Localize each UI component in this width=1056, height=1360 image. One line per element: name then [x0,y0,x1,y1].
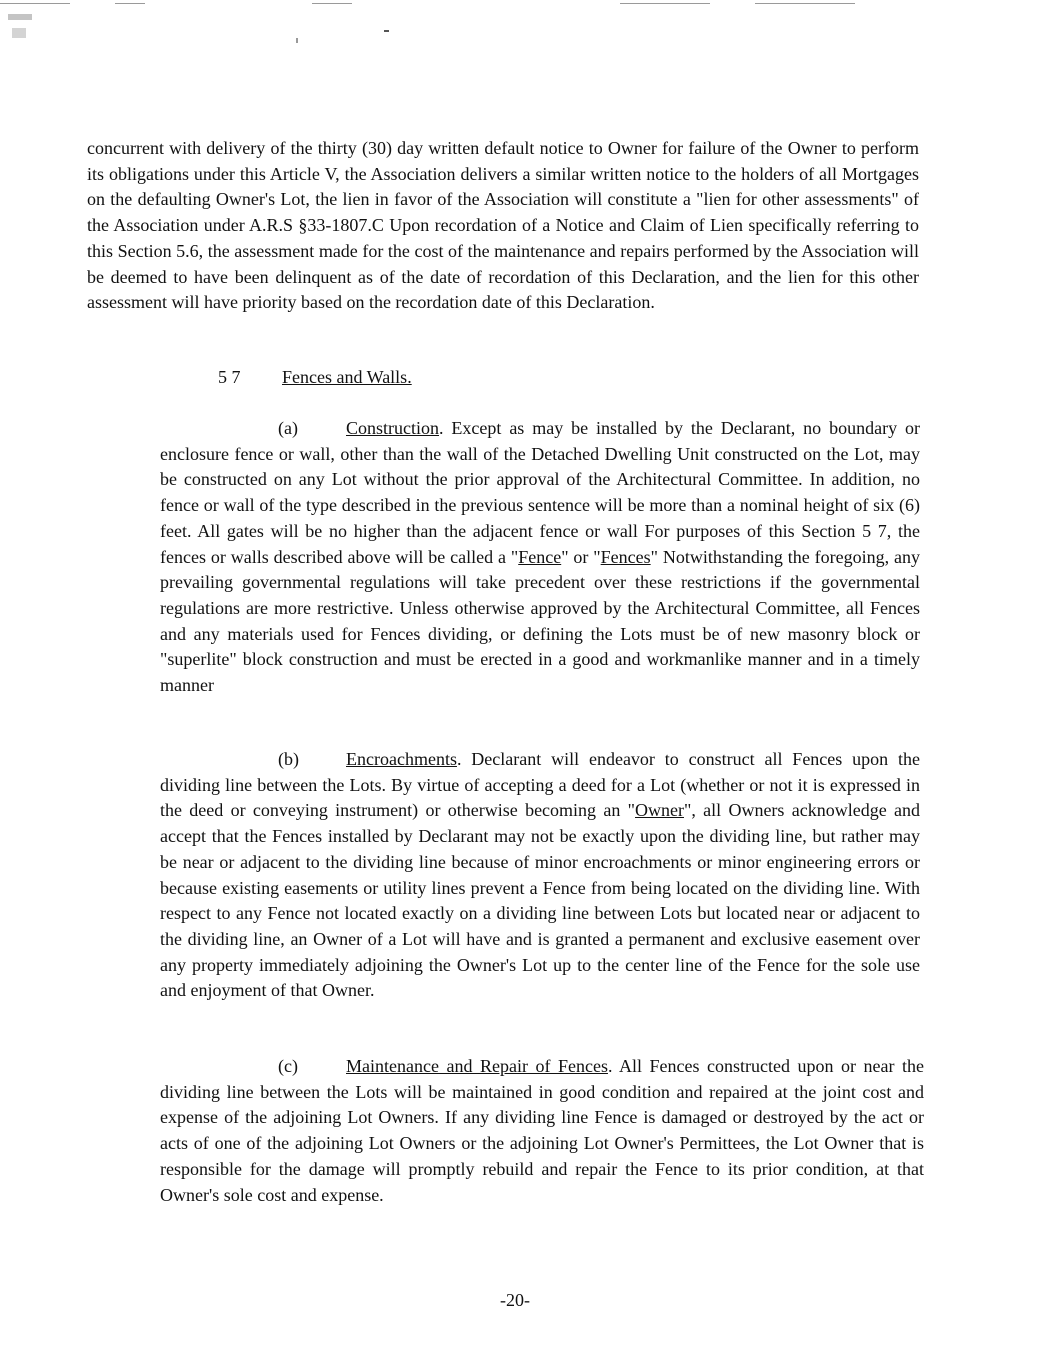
page-number: -20- [500,1290,530,1310]
scan-artifact-line [620,3,710,4]
subsection-b-paragraph [160,747,920,1004]
subsection-a-paragraph [160,416,920,699]
subsection-c-heading: Maintenance and Repair of Fences [346,1056,608,1076]
scan-artifact-speck [296,38,298,43]
subsection-b-text-part-2: ", all Owners acknowledge and accept that the Fences installed by Declarant may not be exactly upon the dividing line, but rather may be near or adjacent to the dividing line because of minor encroachments or minor engineering errors or because existing easements or utility lines prevent a Fence from being located on the dividing line. With respect to any Fence not located exactly on a dividing line between Lots but located near or adjacent to the dividing line, an Owner of a Lot will have and is granted a permanent and exclusive easement over any property immediately adjoining the Owner's Lot up to the center line of the Fence for the sole use and enjoyment of that Owner. [160,800,920,1001]
subsection-b-text-part-1: . Declarant will endeavor to construct all Fences upon the dividing line between the Lots. By virtue of accepting a deed for a Lot (whether or not it is expressed in the deed or conveying instrument) or otherwise becoming an " [160,749,920,821]
subsection-b-heading: Encroachments [346,749,457,769]
section-5-7-heading [218,364,412,390]
section-5-6-continuation-paragraph: concurrent with delivery of the thirty (30) day written default notice to Owner for failure of the Owner to perform its obligations under this Article V, the Association delivers a similar written notice to the holders of all Mortgages on the defaulting Owner's Lot, the lien in favor of the Association will constitute a "lien for other assessments" of the Association under A.R.S §33-1807.C Upon recordation of a Notice and Claim of Lien specifically referring to this Section 5.6, the assessment made for the cost of the maintenance and repairs performed by the Association will be deemed to have been delinquent as of the date of recordation of this Declaration, and the lien for this other assessment will have priority based on the recordation date of this Declaration. [87,138,919,313]
subsection-c-label: (c) [278,1056,298,1076]
defined-term-fences: Fences [600,546,651,567]
subsection-a-text-part-2: " or " [561,546,601,567]
defined-term-fence: Fence [518,546,562,567]
subsection-a-heading: Construction [346,418,439,438]
scan-artifact-line [0,3,70,4]
subsection-b-label: (b) [278,749,299,769]
scan-artifact-speck [384,30,389,32]
scan-artifact-line [115,3,145,4]
subsection-c-text: . All Fences constructed upon or near the dividing line between the Lots will be maintained in good condition and repaired at the joint cost and expense of the adjoining Lot Owners. If any dividing line Fence is damaged or destroyed by the act or acts of one of the adjoining Lot Owners or the adjoining Lot Owner's Permittees, the Lot Owner that is responsible for the damage will promptly rebuild and repair the Fence to its prior condition, at that Owner's sole cost and expense. [160,1056,924,1205]
scan-artifact-speck [8,14,32,20]
subsection-c-paragraph [160,1054,924,1208]
subsection-a-text-part-3: " Notwithstanding the foregoing, any prevailing governmental regulations will take precedent over these restrictions if the governmental regulations are more restrictive. Unless otherwise approved by the Architectural Committee, all Fences and any materials used for Fences dividing, or defining the Lots must be of new masonry block or "superlite" block construction and must be erected in a good and workmanlike manner and in a timely manner [160,546,920,696]
scan-artifact-line [312,3,352,4]
section-number: 5 7 [218,367,241,387]
defined-term-owner: Owner [635,800,684,821]
section-title: Fences and Walls. [282,367,412,387]
subsection-a-label: (a) [278,418,298,438]
scan-artifact-line [755,3,855,4]
scan-artifact-speck [12,28,26,38]
subsection-a-text-part-1: . Except as may be installed by the Declarant, no boundary or enclosure fence or wall, other than the wall of the Detached Dwelling Unit constructed on the Lot, may be constructed on any Lot without the prior approval of the Architectural Committee. In addition, no fence or wall of the type described in the previous sentence will be more than a nominal height of six (6) feet. All gates will be no higher than the adjacent fence or wall For purposes of this Section 5 7, the fences or walls described above will be called a " [160,418,920,567]
